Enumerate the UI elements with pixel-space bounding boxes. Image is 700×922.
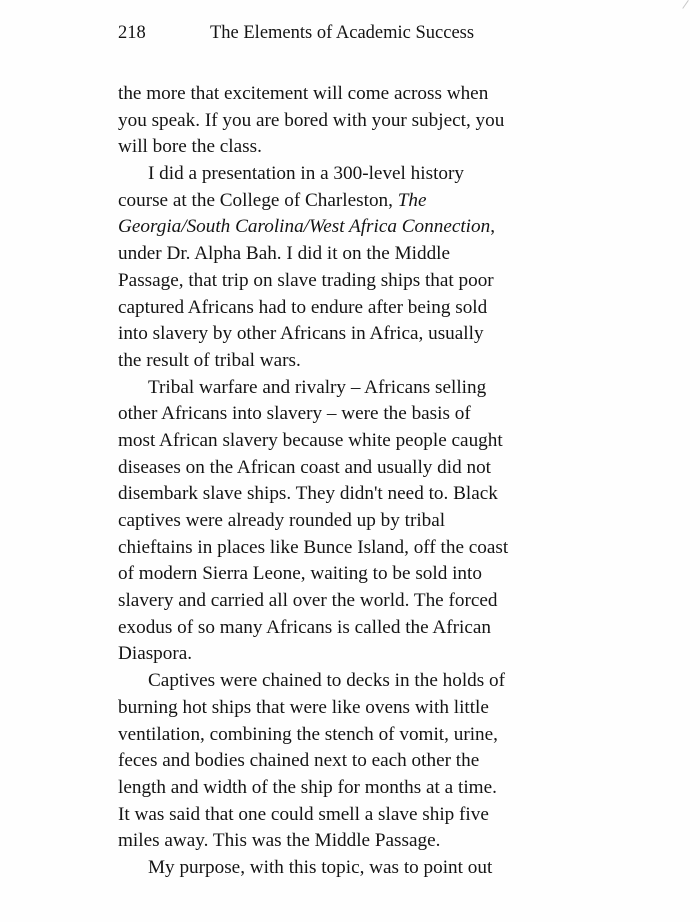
text-line <box>118 188 586 215</box>
text-line: under Dr. Alpha Bah. I did it on the Middle <box>118 243 451 265</box>
text-line: Passage, that trip on slave trading ships that poor <box>118 269 494 291</box>
page-number: 218 <box>118 23 146 43</box>
scan-mark <box>682 0 693 12</box>
text-segment: course at the College of Charleston, <box>118 189 393 211</box>
text-line: most African slavery because white people caught <box>118 429 503 451</box>
text-line: chieftains in places like Bunce Island, off the coast <box>118 536 509 558</box>
text-line: feces and bodies chained next to each other the <box>118 750 480 772</box>
paragraph-start: Tribal warfare and rivalry – Africans selling <box>148 376 487 398</box>
text-line: other Africans into slavery – were the basis of <box>118 403 471 425</box>
text-line: you speak. If you are bored with your subject, you <box>118 109 505 131</box>
text-line: miles away. This was the Middle Passage. <box>118 830 441 852</box>
paragraph-start: Captives were chained to decks in the holds of <box>148 670 506 692</box>
text-line: captives were already rounded up by tribal <box>118 510 446 531</box>
text-line: Diaspora. <box>118 643 193 665</box>
course-title: Georgia/South Carolina/West Africa Connection <box>118 216 491 238</box>
text-segment: , <box>490 216 495 238</box>
paragraph-start: I did a presentation in a 300-level history <box>148 163 464 185</box>
text-line: exodus of so many Africans is called the African <box>118 616 491 638</box>
text-line: disembark slave ships. They didn't need to. Black <box>118 483 498 505</box>
text-line: ventilation, combining the stench of vomit, urine, <box>118 723 498 745</box>
text-line: length and width of the ship for months at a time. <box>118 776 497 798</box>
text-line: captured Africans had to endure after being sold <box>118 296 488 318</box>
text-line: the result of tribal wars. <box>118 349 301 371</box>
body-text <box>118 81 586 882</box>
book-title: The Elements of Academic Success <box>210 23 475 43</box>
text-line: It was said that one could smell a slave ship five <box>118 803 489 825</box>
paragraph-start: My purpose, with this topic, was to point out <box>148 856 493 878</box>
course-title: The <box>397 189 427 211</box>
text-line: into slavery by other Africans in Africa, usually <box>118 323 484 345</box>
text-line: the more that excitement will come across when <box>118 83 489 104</box>
running-head <box>118 19 588 47</box>
text-line: burning hot ships that were like ovens with little <box>118 696 489 718</box>
text-line: slavery and carried all over the world. The forced <box>118 590 498 612</box>
text-line: of modern Sierra Leone, waiting to be sold into <box>118 563 482 585</box>
text-line: diseases on the African coast and usually did not <box>118 456 492 478</box>
text-line <box>118 214 586 241</box>
text-line: will bore the class. <box>118 136 262 158</box>
